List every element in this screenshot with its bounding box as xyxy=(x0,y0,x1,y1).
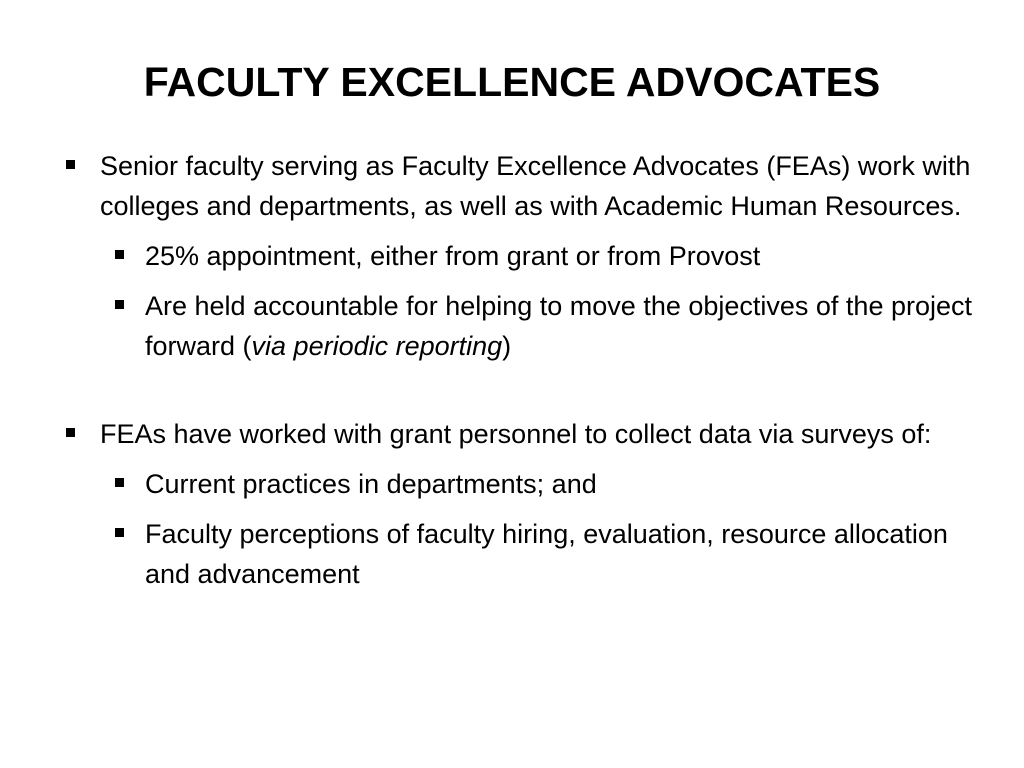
square-bullet-icon xyxy=(115,250,124,259)
subbullet-item xyxy=(60,514,990,594)
slide-content xyxy=(60,146,990,594)
subbullet-item xyxy=(60,236,990,276)
square-bullet-icon xyxy=(115,478,124,487)
subbullet-text-italic: via periodic reporting xyxy=(251,331,503,361)
subbullet-item xyxy=(60,464,990,504)
subbullet-text-after: ) xyxy=(502,331,512,361)
subbullet-text: Current practices in departments; and xyxy=(145,469,597,499)
bullet-text: FEAs have worked with grant personnel to collect data via surveys of: xyxy=(100,419,932,449)
subbullet-text: 25% appointment, either from grant or from Provost xyxy=(145,241,761,271)
subbullet-text: Faculty perceptions of faculty hiring, evaluation, resource allocation and advancement xyxy=(145,519,948,589)
square-bullet-icon xyxy=(115,528,124,537)
slide-title: FACULTY EXCELLENCE ADVOCATES xyxy=(143,59,881,105)
subbullet-text-before: Are held accountable for helping to move the objectives of the project forward ( xyxy=(145,291,973,361)
subbullet-text xyxy=(145,286,990,366)
square-bullet-icon xyxy=(66,428,75,437)
bullet-text: Senior faculty serving as Faculty Excellence Advocates (FEAs) work with colleges and departments, as well as with Academic Human Resources. xyxy=(100,151,971,221)
subbullet-item xyxy=(60,286,990,366)
bullet-item xyxy=(60,146,990,226)
square-bullet-icon xyxy=(66,160,75,169)
bullet-item xyxy=(60,414,990,454)
square-bullet-icon xyxy=(115,300,124,309)
